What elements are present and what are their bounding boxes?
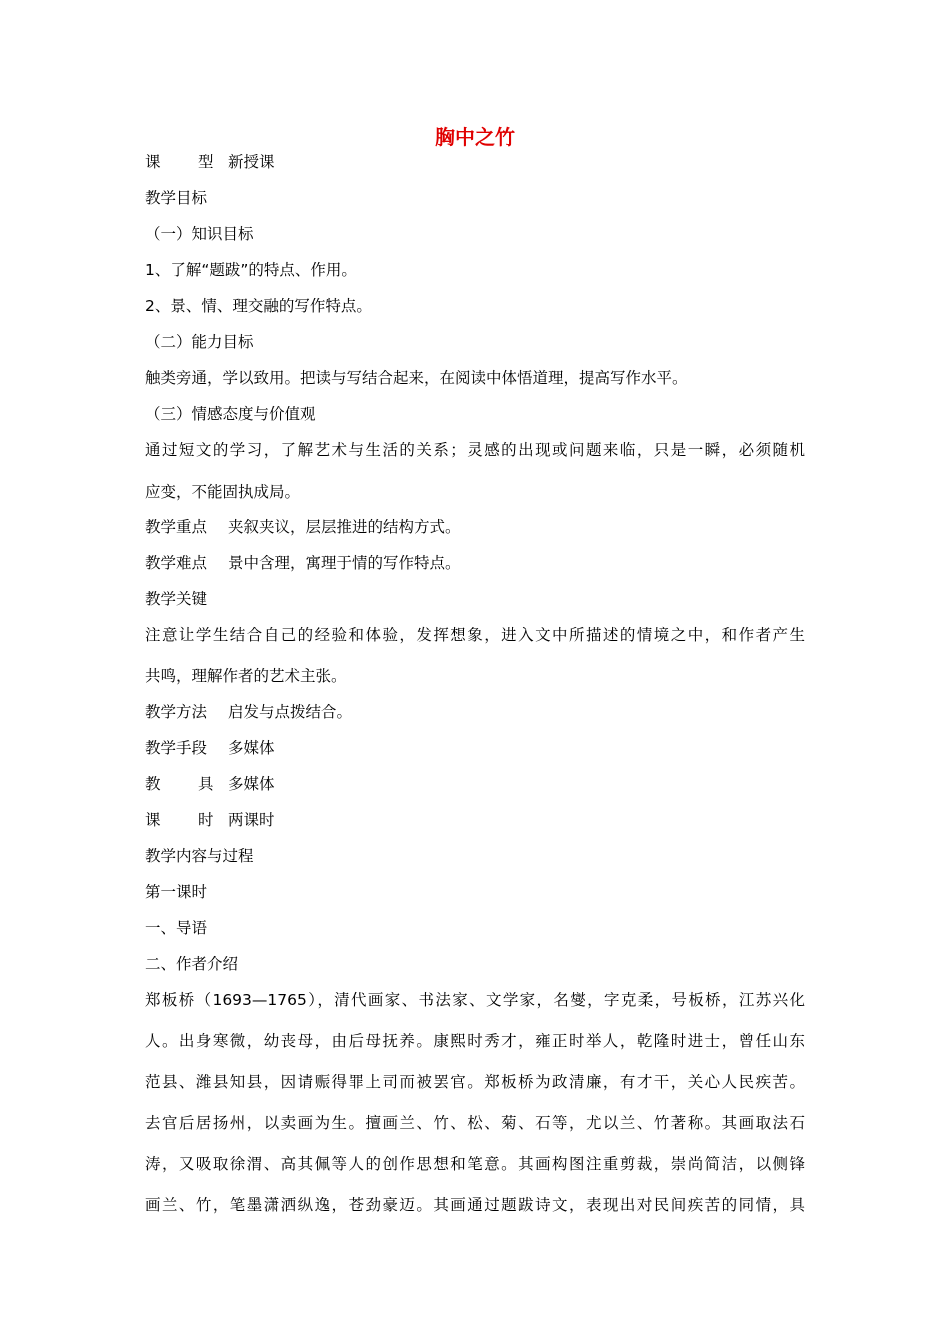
- key-point-line: [145, 517, 461, 537]
- paragraph-line: 人。出身寒微，幼丧母，由后母抚养。康熙时秀才，雍正时举人，乾隆时进士，曾任山东: [145, 1032, 805, 1050]
- paragraph-line: 触类旁通，学以致用。把读与写结合起来，在阅读中体悟道理，提高写作水平。: [145, 369, 688, 387]
- list-item: 2、景、情、理交融的写作特点。: [145, 297, 372, 315]
- heading-first-period: 第一课时: [145, 883, 208, 901]
- paragraph-line: 去官后居扬州，以卖画为生。擅画兰、竹、松、菊、石等，尤以兰、竹著称。其画取法石: [145, 1114, 805, 1132]
- method-value: 启发与点拨结合。: [228, 703, 353, 721]
- tools-label-1: 教: [145, 775, 161, 793]
- means-label: 教学手段: [145, 739, 208, 757]
- paragraph-line: 通过短文的学习，了解艺术与生活的关系；灵感的出现或问题来临，只是一瞬，必须随机: [145, 441, 805, 459]
- difficult-point-value: 景中含理，寓理于情的写作特点。: [228, 554, 461, 572]
- heading-author-intro: 二、作者介绍: [145, 955, 239, 973]
- method-line: [145, 702, 352, 722]
- document-title: 胸中之竹: [435, 125, 515, 149]
- lesson-type-label-1: 课: [145, 153, 161, 171]
- paragraph-line: 共鸣，理解作者的艺术主张。: [145, 667, 347, 685]
- paragraph-line: 注意让学生结合自己的经验和体验，发挥想象，进入文中所描述的情境之中，和作者产生: [145, 626, 805, 644]
- paragraph-line: 涛，又吸取徐渭、高其佩等人的创作思想和笔意。其画构图注重剪裁，崇尚简洁，以侧锋: [145, 1155, 805, 1173]
- paragraph-line: 范县、潍县知县，因请赈得罪上司而被罢官。郑板桥为政清廉，有才干，关心人民疾苦。: [145, 1073, 805, 1091]
- key-point-label: 教学重点: [145, 518, 208, 536]
- difficult-point-line: [145, 553, 461, 573]
- heading-attitude-goals: （三）情感态度与价值观: [145, 405, 316, 423]
- heading-ability-goals: （二）能力目标: [145, 333, 254, 351]
- list-item: 1、了解“题跋”的特点、作用。: [145, 261, 357, 279]
- means-line: [145, 738, 275, 758]
- hours-line: [145, 810, 275, 830]
- tools-value: 多媒体: [228, 775, 275, 793]
- tools-label-2: 具: [198, 775, 214, 793]
- paragraph-line: 画兰、竹，笔墨潇洒纵逸，苍劲豪迈。其画通过题跋诗文，表现出对民间疾苦的同情，具: [145, 1196, 805, 1214]
- lesson-type-line: [145, 152, 275, 172]
- heading-knowledge-goals: （一）知识目标: [145, 225, 254, 243]
- tools-line: [145, 774, 275, 794]
- method-label: 教学方法: [145, 703, 208, 721]
- hours-label-2: 时: [198, 811, 214, 829]
- paragraph-line: 应变，不能固执成局。: [145, 483, 301, 501]
- lesson-type-value: 新授课: [228, 153, 275, 171]
- lesson-type-label-2: 型: [198, 153, 214, 171]
- paragraph-line: 郑板桥（1693—1765），清代画家、书法家、文学家，名燮，字克柔，号板桥，江苏兴化: [145, 991, 805, 1009]
- difficult-point-label: 教学难点: [145, 554, 208, 572]
- hours-value: 两课时: [228, 811, 275, 829]
- means-value: 多媒体: [228, 739, 275, 757]
- heading-introduction: 一、导语: [145, 919, 208, 937]
- heading-teaching-key: 教学关键: [145, 590, 208, 608]
- key-point-value: 夹叙夹议，层层推进的结构方式。: [228, 518, 461, 536]
- hours-label-1: 课: [145, 811, 161, 829]
- heading-content-process: 教学内容与过程: [145, 847, 254, 865]
- heading-teaching-goals: 教学目标: [145, 189, 208, 207]
